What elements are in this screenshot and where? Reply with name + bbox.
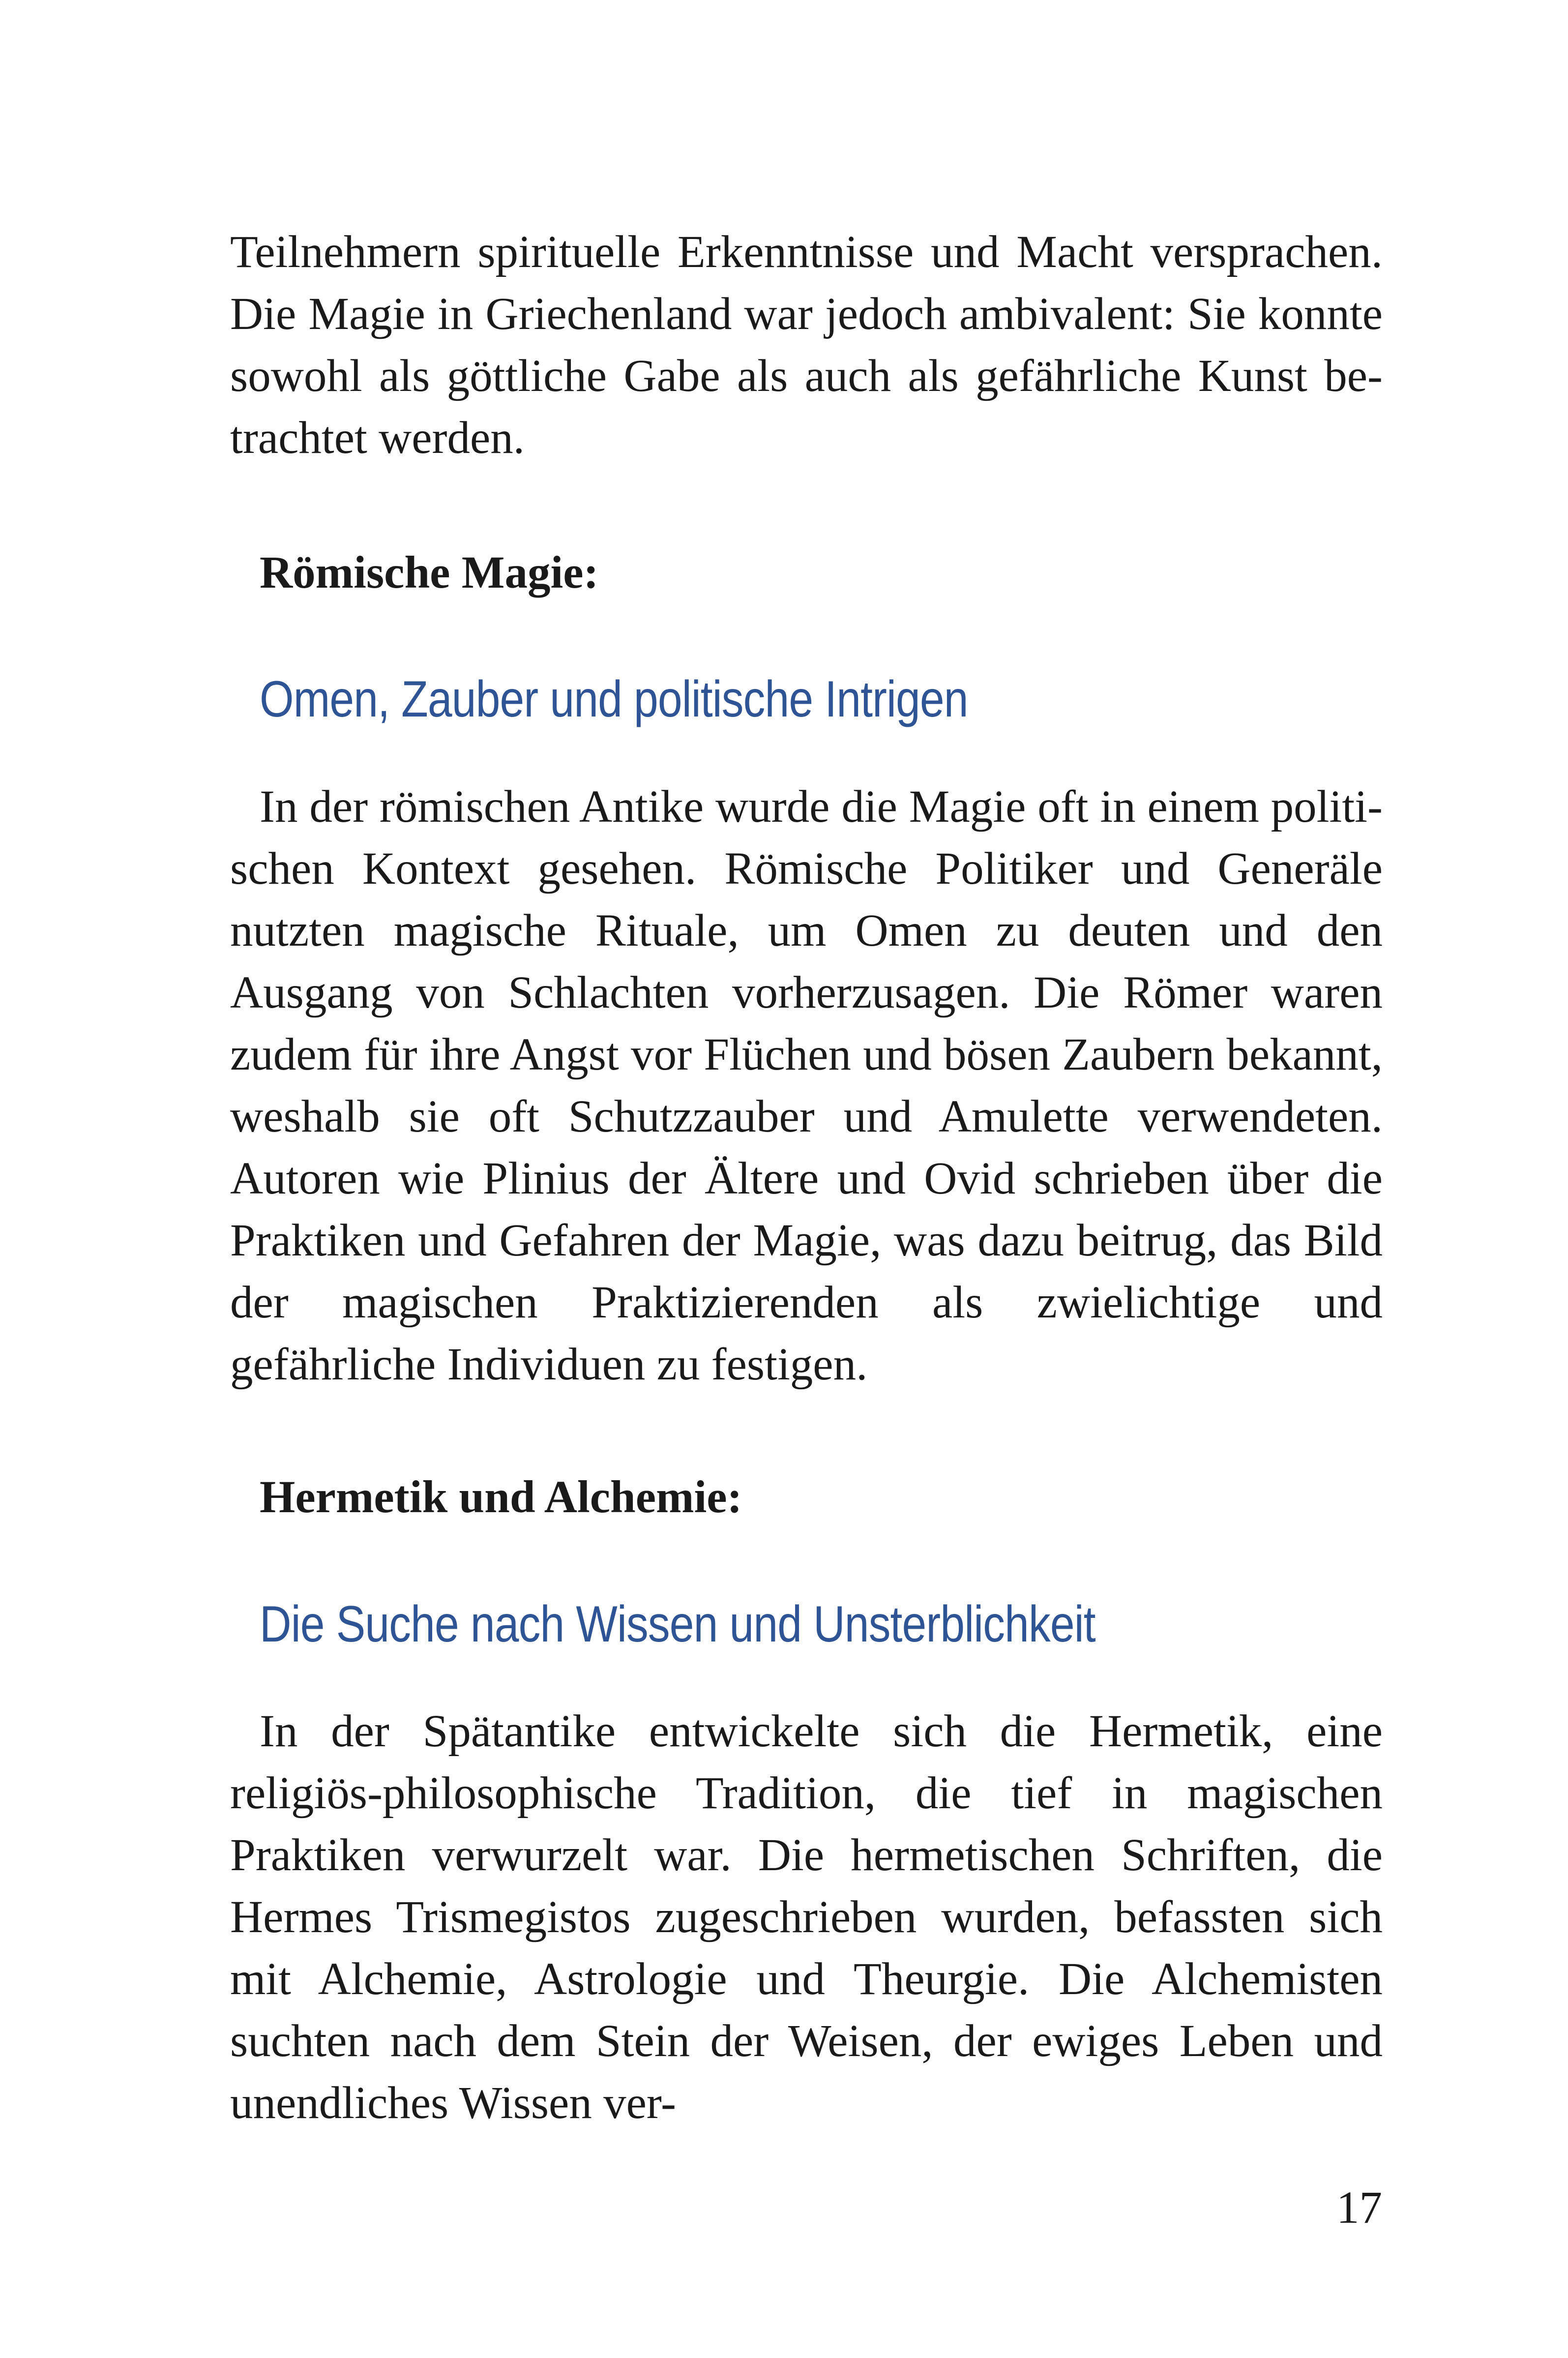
section-title-hermetics-alchemy: Hermetik und Alchemie:: [260, 1472, 742, 1522]
page-number: 17: [1336, 2182, 1382, 2233]
subtitle-hermetics-alchemy: Die Suche nach Wissen und Unsterblichkeit: [260, 1596, 1095, 1653]
hermetics-paragraph: In der Spätantike entwickelte sich die Hermetik, eine religiös-philosophische Tradition, die tief in magischen Praktiken verwurzelt war. Die hermetischen Schriften, die Hermes Trismegistos zugeschrieben wurden, befassten sich mit Alchemie, Astrologie und Theurgie. Die Alchemisten suchten nach dem Stein der Weisen, der ewiges Leben und unendliches Wissen ver-: [230, 1706, 1383, 2128]
subtitle-roman-magic: Omen, Zauber und politische Intrigen: [260, 671, 968, 728]
intro-paragraph: Teilnehmern spirituelle Erkenntnisse und Macht versprachen. Die Magie in Griechenland war jedoch ambivalent: Sie konnte sowohl als göttliche Gabe als auch als gefährliche Kunst betrachtet werden.: [230, 227, 1383, 463]
roman-magic-paragraph: In der römischen Antike wurde die Magie oft in einem politischen Kontext gesehen. Römische Politiker und Generäle nutzten magische Rituale, um Omen zu deuten und den Ausgang von Schlachten vorherzusagen. Die Römer waren zudem für ihre Angst vor Flüchen und bösen Zaubern bekannt, weshalb sie oft Schutzzauber und Amulette verwendeten. Autoren wie Plinius der Ältere und Ovid schrieben über die Praktiken und Gefahren der Magie, was dazu beitrug, das Bild der magischen Praktizierenden als zwielichtige und gefährliche Individuen zu festigen.: [230, 781, 1383, 1390]
section-title-roman-magic: Römische Magie:: [260, 547, 599, 598]
